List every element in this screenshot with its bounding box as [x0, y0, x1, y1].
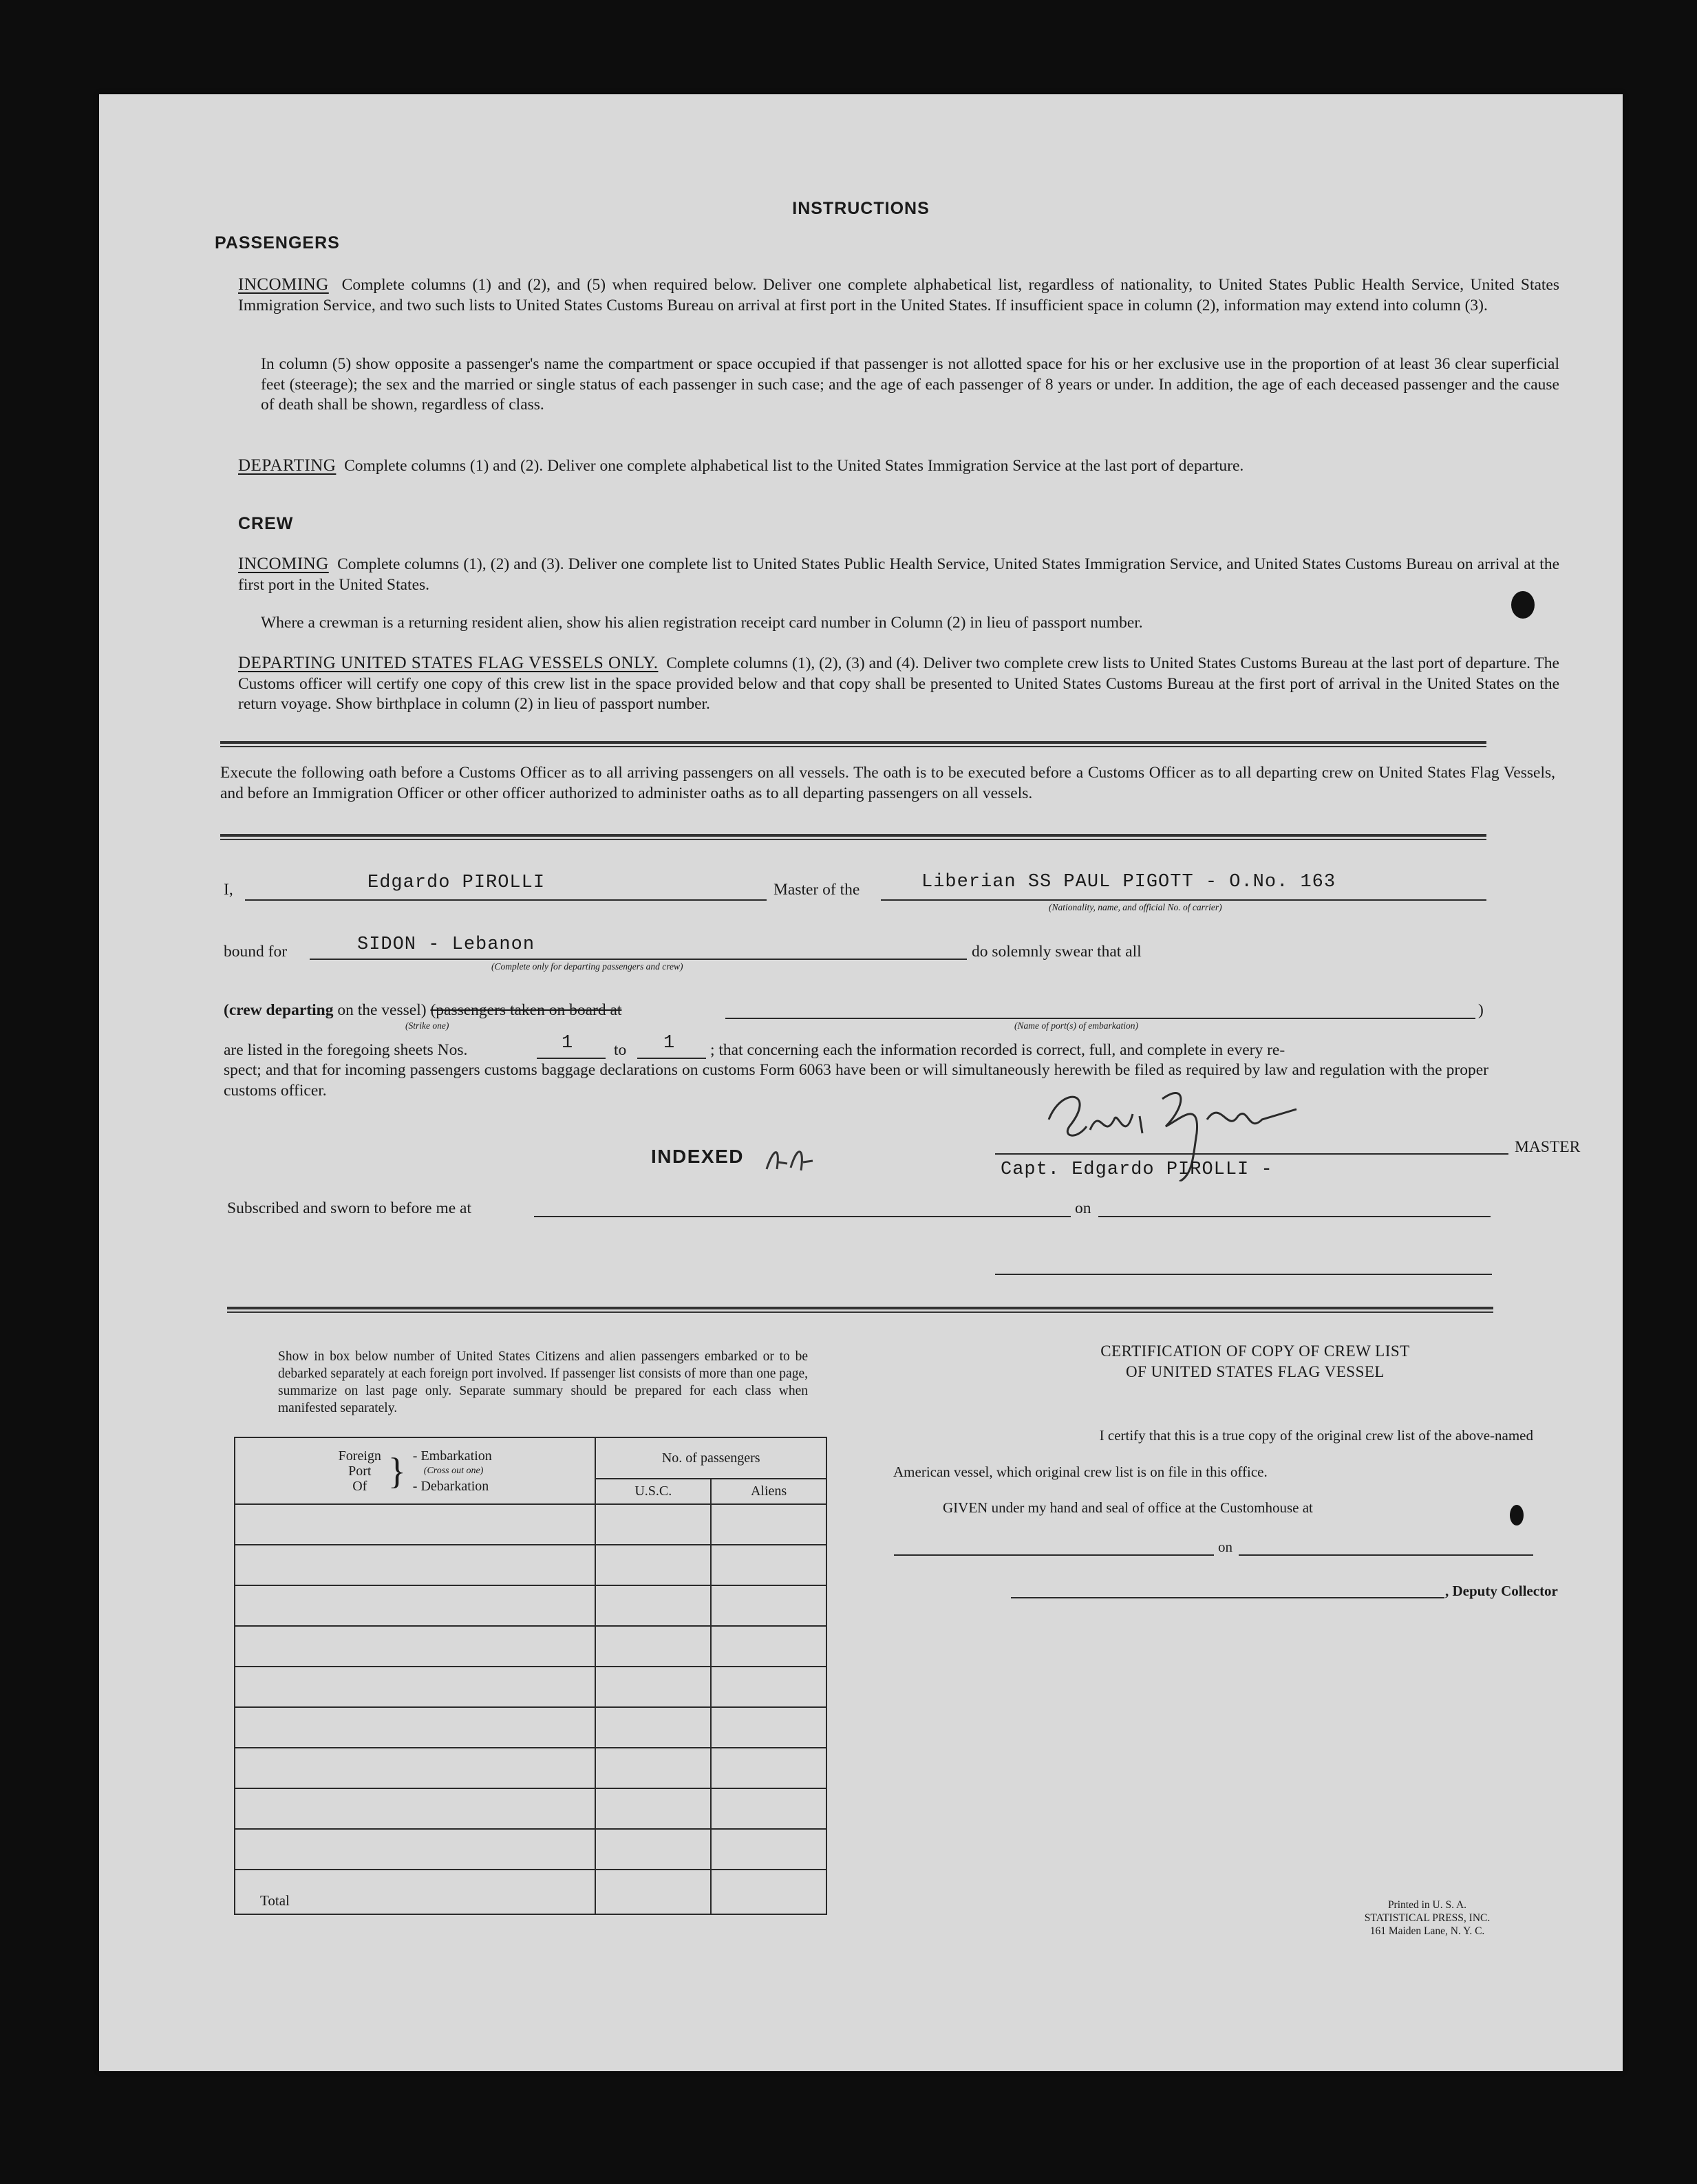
of-label: Of — [352, 1478, 367, 1494]
i-label: I, — [224, 881, 233, 899]
port-cell[interactable] — [235, 1707, 595, 1748]
crew-incoming-text: Complete columns (1), (2) and (3). Deliver one complete list to United States Public Health Service, United States Immigration Service, and United States Customs Bureau on arrival at the first port in the United States. — [238, 555, 1559, 594]
deputy-signature-line — [1011, 1596, 1444, 1598]
foreign-label: Foreign — [338, 1448, 381, 1464]
usc-cell[interactable] — [595, 1829, 711, 1870]
vessel-line — [881, 898, 1486, 901]
crew-passenger-line — [224, 1001, 621, 1020]
subscribed-place-line — [534, 1214, 1071, 1217]
passengers-departing-text: Complete columns (1) and (2). Deliver one complete alphabetical list to the United States Immigration Service at the last port of departure. — [344, 457, 1244, 475]
sheet-from[interactable]: 1 — [562, 1033, 574, 1053]
usc-cell[interactable] — [595, 1667, 711, 1707]
to-label: to — [614, 1041, 627, 1059]
aliens-cell[interactable] — [711, 1667, 826, 1707]
cert-on-label: on — [1218, 1539, 1232, 1555]
indexed-stamp: INDEXED — [651, 1146, 744, 1167]
aliens-cell[interactable] — [711, 1626, 826, 1667]
sheet-from-line — [537, 1056, 606, 1059]
ink-blot — [1510, 1505, 1524, 1525]
officer-signature-line — [995, 1272, 1492, 1275]
deputy-label: , Deputy Collector — [1445, 1583, 1558, 1599]
signed-name: Capt. Edgardo PIROLLI - — [1001, 1159, 1273, 1180]
crew-resident-paragraph: Where a crewman is a returning resident alien, show his alien registration receipt card number in Column (2) in lieu of passport number. — [261, 614, 1143, 632]
master-of-label: Master of the — [773, 881, 860, 899]
printer-imprint — [1324, 1898, 1530, 1938]
certification-heading — [994, 1341, 1517, 1382]
usc-cell[interactable] — [595, 1707, 711, 1748]
vessel-caption: (Nationality, name, and official No. of carrier) — [1049, 902, 1222, 912]
embarkation-line — [725, 1016, 1475, 1019]
crew-departing-option[interactable]: (crew departing — [224, 1001, 334, 1019]
certification-heading-line-1: CERTIFICATION OF COPY OF CREW LIST — [1100, 1342, 1410, 1360]
port-cell[interactable] — [235, 1829, 595, 1870]
divider — [220, 834, 1486, 840]
bound-for-label: bound for — [224, 943, 288, 961]
certification-heading-line-2: OF UNITED STATES FLAG VESSEL — [1126, 1363, 1385, 1380]
crew-incoming-label: INCOMING — [238, 555, 329, 573]
passengers-incoming-text: Complete columns (1) and (2), and (5) when required below. Deliver one complete alphabetical list, regardless of nationality, to United States Public Health Service, United States Immigration Service, and two such lists to United States Customs Bureau on arrival at first port in the United States. If insufficient space in column (2), information may extend into column (3). — [238, 276, 1560, 314]
given-text: GIVEN under my hand and seal of office at the Customhouse at — [943, 1499, 1313, 1516]
printer-line-3: 161 Maiden Lane, N. Y. C. — [1369, 1925, 1485, 1937]
cross-out-caption: (Cross out one) — [423, 1465, 484, 1476]
signature-line — [995, 1152, 1508, 1155]
master-label: MASTER — [1515, 1138, 1581, 1156]
usc-total-cell[interactable] — [595, 1870, 711, 1914]
usc-header: U.S.C. — [595, 1479, 711, 1504]
on-label: on — [1075, 1199, 1091, 1217]
passenger-summary-table — [234, 1437, 827, 1915]
port-cell[interactable] — [235, 1748, 595, 1788]
certify-text-2: American vessel, which original crew list is on file in this office. — [893, 1464, 1268, 1480]
divider — [227, 1307, 1493, 1313]
crew-departing-paragraph — [238, 653, 1559, 715]
on-vessel-text: on the vessel) — [337, 1001, 427, 1019]
subscribed-label: Subscribed and sworn to before me at — [227, 1199, 472, 1217]
close-paren: ) — [1478, 1001, 1484, 1019]
usc-cell[interactable] — [595, 1626, 711, 1667]
departing-label: DEPARTING — [238, 456, 337, 475]
customhouse-line — [894, 1553, 1214, 1556]
port-cell[interactable] — [235, 1788, 595, 1829]
statement-line-1: ; that concerning each the information recorded is correct, full, and complete in every re- — [710, 1041, 1285, 1059]
aliens-cell[interactable] — [711, 1748, 826, 1788]
crew-departing-text: Complete columns (1), (2), (3) and (4). Deliver two complete crew lists to United States Customs Bureau at the last port of departure. The Customs officer will certify one copy of this crew list in the space provided below and that copy shall be presented to United States Customs Bureau at the first port of arrival in the United States on the return voyage. Show birthplace in column (2) in lieu of passport number. — [238, 654, 1559, 713]
passengers-count-header: No. of passengers — [595, 1437, 826, 1479]
debarkation-option[interactable]: - Debarkation — [412, 1478, 489, 1494]
port-cell[interactable] — [235, 1667, 595, 1707]
oath-intro: Execute the following oath before a Customs Officer as to all arriving passengers on all vessels. The oath is to be executed before a Customs Officer as to all departing crew on United States Flag Vessels, and before an Immigration Officer or other officer authorized to administer oaths as to all departing passengers on all vessels. — [220, 764, 1555, 802]
port-cell[interactable] — [235, 1626, 595, 1667]
printer-line-1: Printed in U. S. A. — [1387, 1899, 1467, 1911]
usc-cell[interactable] — [595, 1504, 711, 1545]
crew-departing-label: DEPARTING UNITED STATES FLAG VESSELS ONLY. — [238, 654, 659, 672]
bound-for-value[interactable]: SIDON - Lebanon — [357, 934, 535, 955]
strike-one-caption: (Strike one) — [405, 1020, 449, 1031]
crew-heading: CREW — [238, 514, 294, 533]
passengers-departing-paragraph — [238, 456, 1559, 477]
port-label: Port — [348, 1463, 372, 1479]
brace-glyph: } — [387, 1450, 406, 1492]
bound-for-line — [310, 957, 967, 960]
embarkation-option[interactable]: - Embarkation — [412, 1448, 492, 1464]
port-header-cell — [235, 1437, 595, 1504]
aliens-total-cell[interactable] — [711, 1870, 826, 1914]
port-cell[interactable] — [235, 1504, 595, 1545]
sheet-to-line — [637, 1056, 706, 1059]
aliens-cell[interactable] — [711, 1504, 826, 1545]
printer-line-2: STATISTICAL PRESS, INC. — [1364, 1912, 1491, 1924]
bound-caption: (Complete only for departing passengers and crew) — [491, 961, 683, 972]
summary-instructions: Show in box below number of United States Citizens and alien passengers embarked or to be debarked separately at each foreign port involved. If passenger list consists of more than one page, summarize on last page only. Separate summary should be prepared for each class when manifested separately. — [278, 1349, 808, 1415]
column5-paragraph: In column (5) show opposite a passenger's name the compartment or space occupied if that passenger is not allotted space for his or her exclusive use in the proportion of at least 36 clear superficial feet (steerage); the sex and the married or single status of each passenger in such case; and the age of each passenger of 8 years or under. In addition, the age of each deceased passenger and the cause of death shall be shown, regardless of class. — [261, 355, 1559, 414]
master-name-line — [245, 898, 767, 901]
divider — [220, 741, 1486, 747]
usc-cell[interactable] — [595, 1585, 711, 1626]
sheet-to[interactable]: 1 — [663, 1033, 676, 1053]
usc-cell[interactable] — [595, 1748, 711, 1788]
passengers-heading: PASSENGERS — [215, 233, 340, 253]
aliens-cell[interactable] — [711, 1788, 826, 1829]
aliens-cell[interactable] — [711, 1829, 826, 1870]
passengers-incoming-paragraph — [238, 275, 1559, 316]
subscribed-date-line — [1098, 1214, 1491, 1217]
form-sheet — [99, 94, 1623, 2071]
statement-line-2: spect; and that for incoming passengers customs baggage declarations on customs Form 6063 have been or will simultaneously herewith be filed as required by law and regulation with the proper customs officer. — [224, 1061, 1488, 1100]
ink-blot — [1511, 591, 1535, 619]
port-cell[interactable] — [235, 1545, 595, 1585]
aliens-cell[interactable] — [711, 1585, 826, 1626]
swear-text: do solemnly swear that all — [972, 943, 1142, 961]
aliens-header: Aliens — [711, 1479, 826, 1504]
cert-date-line — [1239, 1553, 1533, 1556]
page-title: INSTRUCTIONS — [792, 199, 930, 218]
passengers-taken-option[interactable]: (passengers taken on board at — [430, 1001, 622, 1019]
crew-incoming-paragraph — [238, 554, 1559, 595]
listed-text: are listed in the foregoing sheets Nos. — [224, 1041, 468, 1059]
embark-caption: (Name of port(s) of embarkation) — [1014, 1020, 1138, 1031]
aliens-cell[interactable] — [711, 1707, 826, 1748]
incoming-label: INCOMING — [238, 275, 329, 294]
certify-text-1: I certify that this is a true copy of the original crew list of the above-named — [1099, 1427, 1533, 1444]
port-cell[interactable] — [235, 1585, 595, 1626]
initials-mark — [763, 1142, 818, 1176]
usc-cell[interactable] — [595, 1545, 711, 1585]
usc-cell[interactable] — [595, 1788, 711, 1829]
vessel-name[interactable]: Liberian SS PAUL PIGOTT - O.No. 163 — [921, 872, 1336, 892]
total-label: Total — [235, 1870, 595, 1914]
aliens-cell[interactable] — [711, 1545, 826, 1585]
master-name[interactable]: Edgardo PIROLLI — [367, 872, 546, 893]
